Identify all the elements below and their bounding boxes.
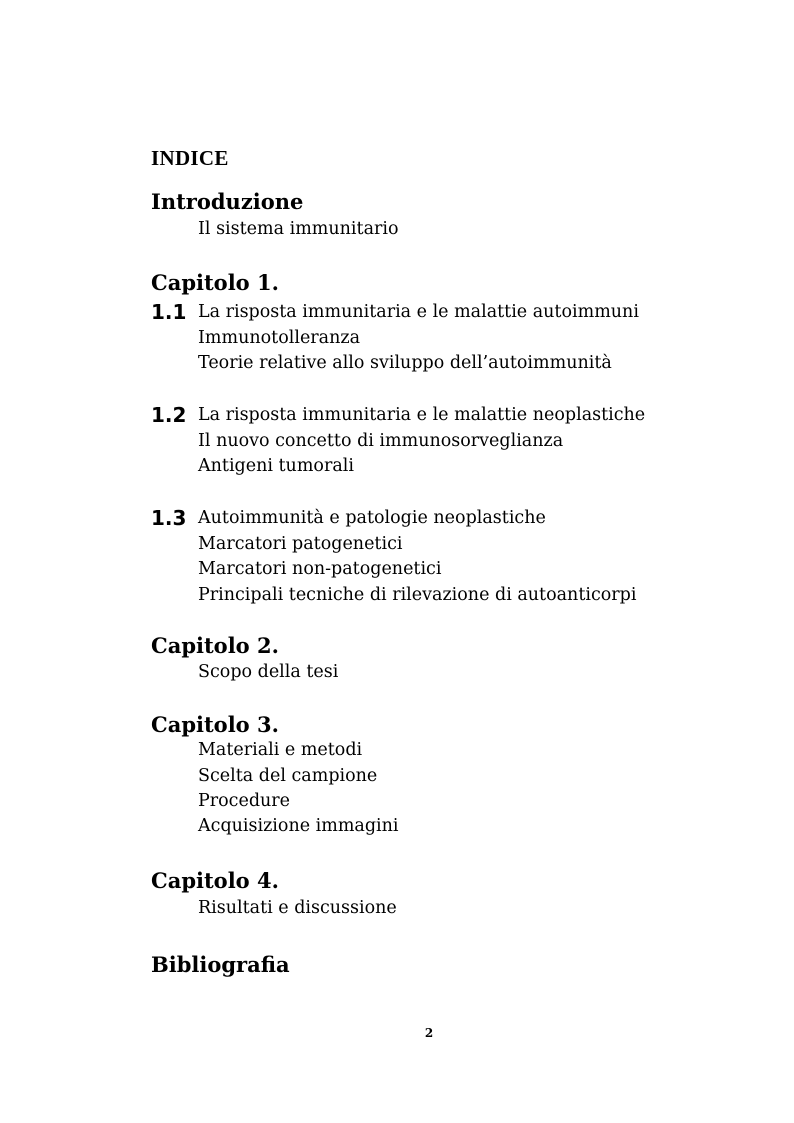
heading-introduzione: Introduzione bbox=[151, 189, 304, 214]
toc-entry-autoimmunita-patologie: Autoimmunità e patologie neoplastiche bbox=[198, 508, 546, 528]
toc-entry-teorie-autoimmunita: Teorie relative allo sviluppo dell’autoimmunità bbox=[198, 353, 612, 373]
toc-entry-risultati-discussione: Risultati e discussione bbox=[198, 898, 397, 918]
toc-entry-marcatori-patogenetici: Marcatori patogenetici bbox=[198, 534, 403, 554]
toc-entry-risposta-autoimmuni: La risposta immunitaria e le malattie autoimmuni bbox=[198, 302, 639, 322]
heading-capitolo-3: Capitolo 3. bbox=[151, 712, 279, 737]
heading-capitolo-1: Capitolo 1. bbox=[151, 270, 279, 295]
toc-entry-antigeni-tumorali: Antigeni tumorali bbox=[198, 456, 354, 476]
toc-entry-marcatori-non-patogenetici: Marcatori non-patogenetici bbox=[198, 559, 442, 579]
toc-entry-sistema-immunitario: Il sistema immunitario bbox=[198, 219, 399, 239]
toc-entry-immunosorveglianza: Il nuovo concetto di immunosorveglianza bbox=[198, 431, 564, 451]
heading-bibliografia: Bibliografia bbox=[151, 952, 290, 977]
toc-entry-procedure: Procedure bbox=[198, 791, 291, 811]
page-number: 2 bbox=[424, 1026, 434, 1040]
toc-entry-tecniche-rilevazione: Principali tecniche di rilevazione di autoanticorpi bbox=[198, 585, 637, 605]
toc-entry-materiali-metodi: Materiali e metodi bbox=[198, 740, 363, 760]
section-number-1-3: 1.3 bbox=[151, 506, 187, 530]
index-title: INDICE bbox=[151, 146, 229, 170]
toc-entry-scelta-campione: Scelta del campione bbox=[198, 766, 378, 786]
toc-entry-risposta-neoplastiche: La risposta immunitaria e le malattie neoplastiche bbox=[198, 405, 646, 425]
toc-entry-immunotolleranza: Immunotolleranza bbox=[198, 328, 361, 348]
toc-entry-scopo-tesi: Scopo della tesi bbox=[198, 662, 339, 682]
section-number-1-1: 1.1 bbox=[151, 300, 187, 324]
toc-entry-acquisizione-immagini: Acquisizione immagini bbox=[198, 816, 399, 836]
heading-capitolo-2: Capitolo 2. bbox=[151, 633, 279, 658]
section-number-1-2: 1.2 bbox=[151, 403, 187, 427]
heading-capitolo-4: Capitolo 4. bbox=[151, 868, 279, 893]
